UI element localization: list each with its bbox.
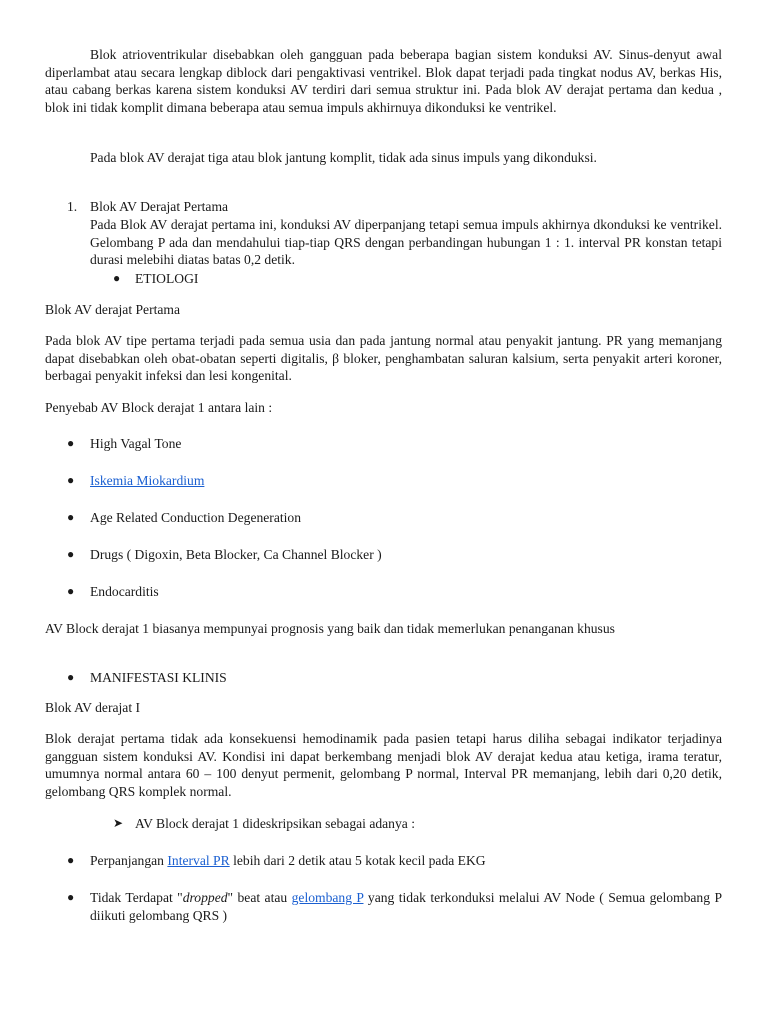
arrow-item: AV Block derajat 1 dideskripsikan sebagai adanya : (135, 816, 415, 831)
list-item: Drugs ( Digoxin, Beta Blocker, Ca Channel Blocker ) (90, 547, 382, 562)
arrow-bullet-icon: ➤ (113, 816, 124, 830)
bullet-icon: ● (67, 890, 75, 904)
bullet-icon: ● (113, 271, 121, 285)
paragraph-intro: Blok atrioventrikular disebabkan oleh gangguan pada beberapa bagian sistem konduksi AV. Sinus-denyut awal diperlambat atau secara lengkap diblock dari pengaktivasi ventrikel. Blok dapat terjadi pada tingkat nodus AV, berkas His, atau cabang berkas karena sistem konduksi AV terdiri dari semua struktur ini. Pada blok AV derajat pertama dan kedua , blok ini tidak komplit dimana beberapa atau semua impuls akhirnuya dikonduksi ke ventrikel. (45, 47, 722, 115)
paragraph-causes-lead: Penyebab AV Block derajat 1 antara lain : (45, 400, 273, 415)
paragraph-prognosis: AV Block derajat 1 biasanya mempunyai prognosis yang baik dan tidak memerlukan penanganan khusus (45, 621, 615, 636)
bullet-icon: ● (67, 510, 75, 524)
link-interval-pr[interactable]: Interval PR (167, 853, 230, 868)
list-item-title: Blok AV Derajat Pertama (90, 199, 229, 214)
bullet-icon: ● (67, 473, 75, 487)
manifestasi-heading: MANIFESTASI KLINIS (90, 670, 227, 685)
list-item: High Vagal Tone (90, 436, 182, 451)
section-heading: Blok AV derajat Pertama (45, 302, 181, 317)
list-item: Endocarditis (90, 584, 159, 599)
list-item-interval-pr: Perpanjangan Interval PR lebih dari 2 detik atau 5 kotak kecil pada EKG (90, 853, 486, 868)
bullet-icon: ● (67, 547, 75, 561)
link-gelombang-p[interactable]: gelombang P (291, 890, 364, 905)
section-heading: Blok AV derajat I (45, 700, 141, 715)
link-iskemia-miokardium[interactable]: Iskemia Miokardium (90, 473, 205, 488)
etiologi-heading: ETIOLOGI (135, 271, 199, 286)
paragraph-causes-intro: Pada blok AV tipe pertama terjadi pada semua usia dan pada jantung normal atau penyakit jantung. PR yang memanjang dapat disebabkan oleh obat-obatan seperti digitalis, β bloker, penghambatan saluran kalsium, serta penyakit arteri koroner, berbagai penyakit infeksi dan lesi kongenital. (45, 333, 722, 384)
list-item-dropped-beat: Tidak Terdapat "dropped" beat atau gelombang P yang tidak terkonduksi melalui AV Node ( Semua gelombang P diikuti gelombang QRS ) (90, 890, 722, 923)
paragraph-manifest: Blok derajat pertama tidak ada konsekuensi hemodinamik pada pasien tetapi harus diliha sebagai indikator terjadinya gangguan sistem konduksi AV. Kondisi ini dapat berkembang menjadi blok AV derajat kedua atau ketiga, irama teratur, umumnya normal antara 60 – 100 denyut permenit, gelombang P normal, Interval PR memanjang, lebih dari 0,20 detik, gelombang QRS komplek normal. (45, 731, 722, 799)
bullet-icon: ● (67, 584, 75, 598)
bullet-icon: ● (67, 436, 75, 450)
list-number: 1. (67, 199, 78, 214)
bullet-icon: ● (67, 670, 75, 684)
list-item: Age Related Conduction Degeneration (90, 510, 302, 525)
paragraph-third-degree: Pada blok AV derajat tiga atau blok jantung komplit, tidak ada sinus impuls yang dikonduksi. (90, 150, 597, 165)
list-item-body: Pada Blok AV derajat pertama ini, konduksi AV diperpanjang tetapi semua impuls akhirnya dkonduksi ke ventrikel. Gelombang P ada dan mendahului tiap-tiap QRS dengan perbandingan hubungan 1 : 1. interval PR konstan tetapi durasi melebihi diatas batas 0,2 detik. (90, 217, 722, 268)
bullet-icon: ● (67, 853, 75, 867)
